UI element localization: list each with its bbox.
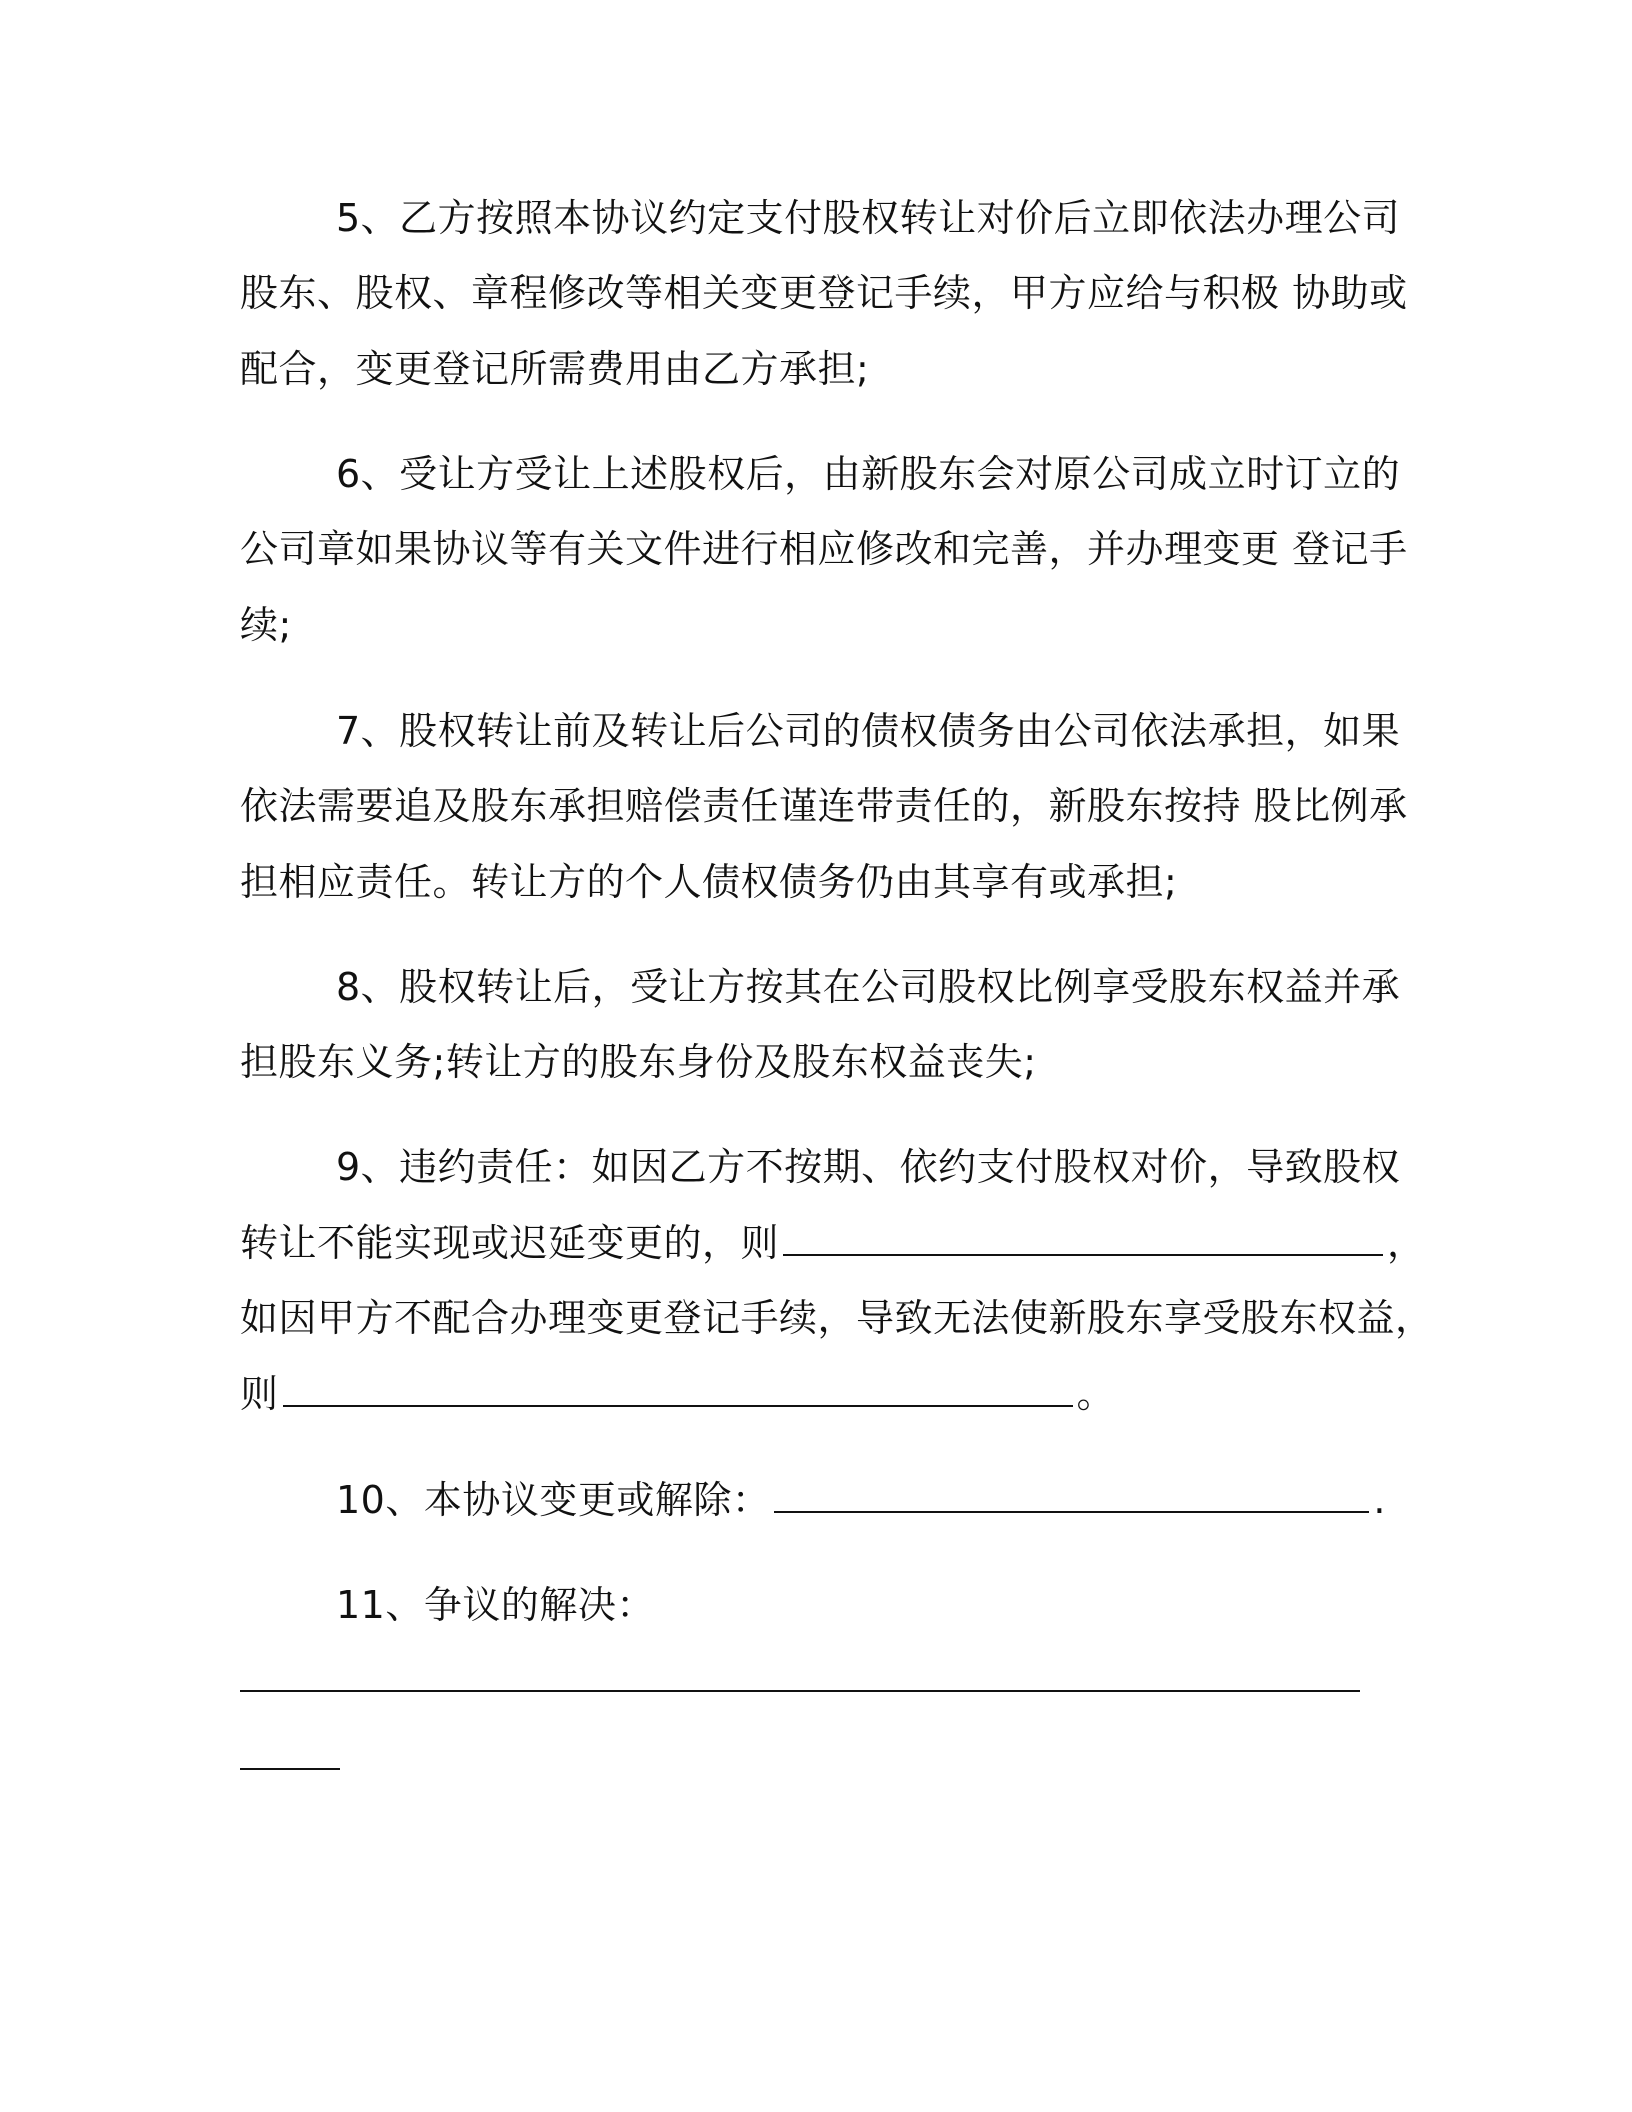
clause-9-line-4 [240, 1369, 1115, 1419]
clause-7-line-1: 7、股权转让前及转让后公司的债权债务由公司依法承担，如果 [336, 709, 1401, 753]
clause-9-line-2 [240, 1218, 1426, 1268]
fill-in-blank-dispute-line-2[interactable] [240, 1768, 340, 1770]
clause-8-line-2: 担股东义务;转让方的股东身份及股东权益丧失; [240, 1040, 1037, 1084]
fill-in-blank-delay-penalty[interactable] [783, 1220, 1383, 1256]
fill-in-blank-dispute-line-1[interactable] [240, 1690, 1360, 1692]
clause-10-punct: . [1373, 1478, 1386, 1522]
clause-5-line-1: 5、乙方按照本协议约定支付股权转让对价后立即依法办理公司 [336, 196, 1401, 240]
clause-8-line-1: 8、股权转让后，受让方按其在公司股权比例享受股东权益并承 [336, 965, 1401, 1009]
clause-9-line-3: 如因甲方不配合办理变更登记手续，导致无法使新股东享受股东权益， [240, 1296, 1434, 1340]
clause-7-line-2: 依法需要追及股东承担赔偿责任谨连带责任的，新股东按持 股比例承 [240, 784, 1408, 828]
clause-7-line-3: 担相应责任。转让方的个人债权债务仍由其享有或承担; [240, 860, 1178, 904]
clause-5-line-3: 配合，变更登记所需费用由乙方承担; [240, 347, 870, 391]
clause-6-line-2: 公司章如果协议等有关文件进行相应修改和完善，并办理变更 登记手 [240, 527, 1408, 571]
clause-9-line-2-punct: ， [1387, 1221, 1426, 1265]
clause-10-line [336, 1475, 1386, 1525]
clause-10-text: 10、本协议变更或解除： [336, 1478, 771, 1522]
fill-in-blank-registration-penalty[interactable] [283, 1371, 1073, 1407]
clause-9-line-2-text: 转让不能实现或迟延变更的，则 [240, 1221, 780, 1265]
clause-5-line-2: 股东、股权、章程修改等相关变更登记手续，甲方应给与积极 协助或 [240, 271, 1408, 315]
clause-6-line-1: 6、受让方受让上述股权后，由新股东会对原公司成立时订立的 [336, 452, 1401, 496]
clause-11-label: 11、争议的解决： [336, 1583, 655, 1627]
clause-9-line-1: 9、违约责任：如因乙方不按期、依约支付股权对价，导致股权 [336, 1145, 1401, 1189]
clause-9-line-4-text: 则 [240, 1372, 279, 1416]
clause-9-line-4-punct: 。 [1076, 1372, 1116, 1416]
fill-in-blank-amendment[interactable] [774, 1477, 1369, 1513]
clause-6-line-3: 续; [240, 603, 292, 647]
